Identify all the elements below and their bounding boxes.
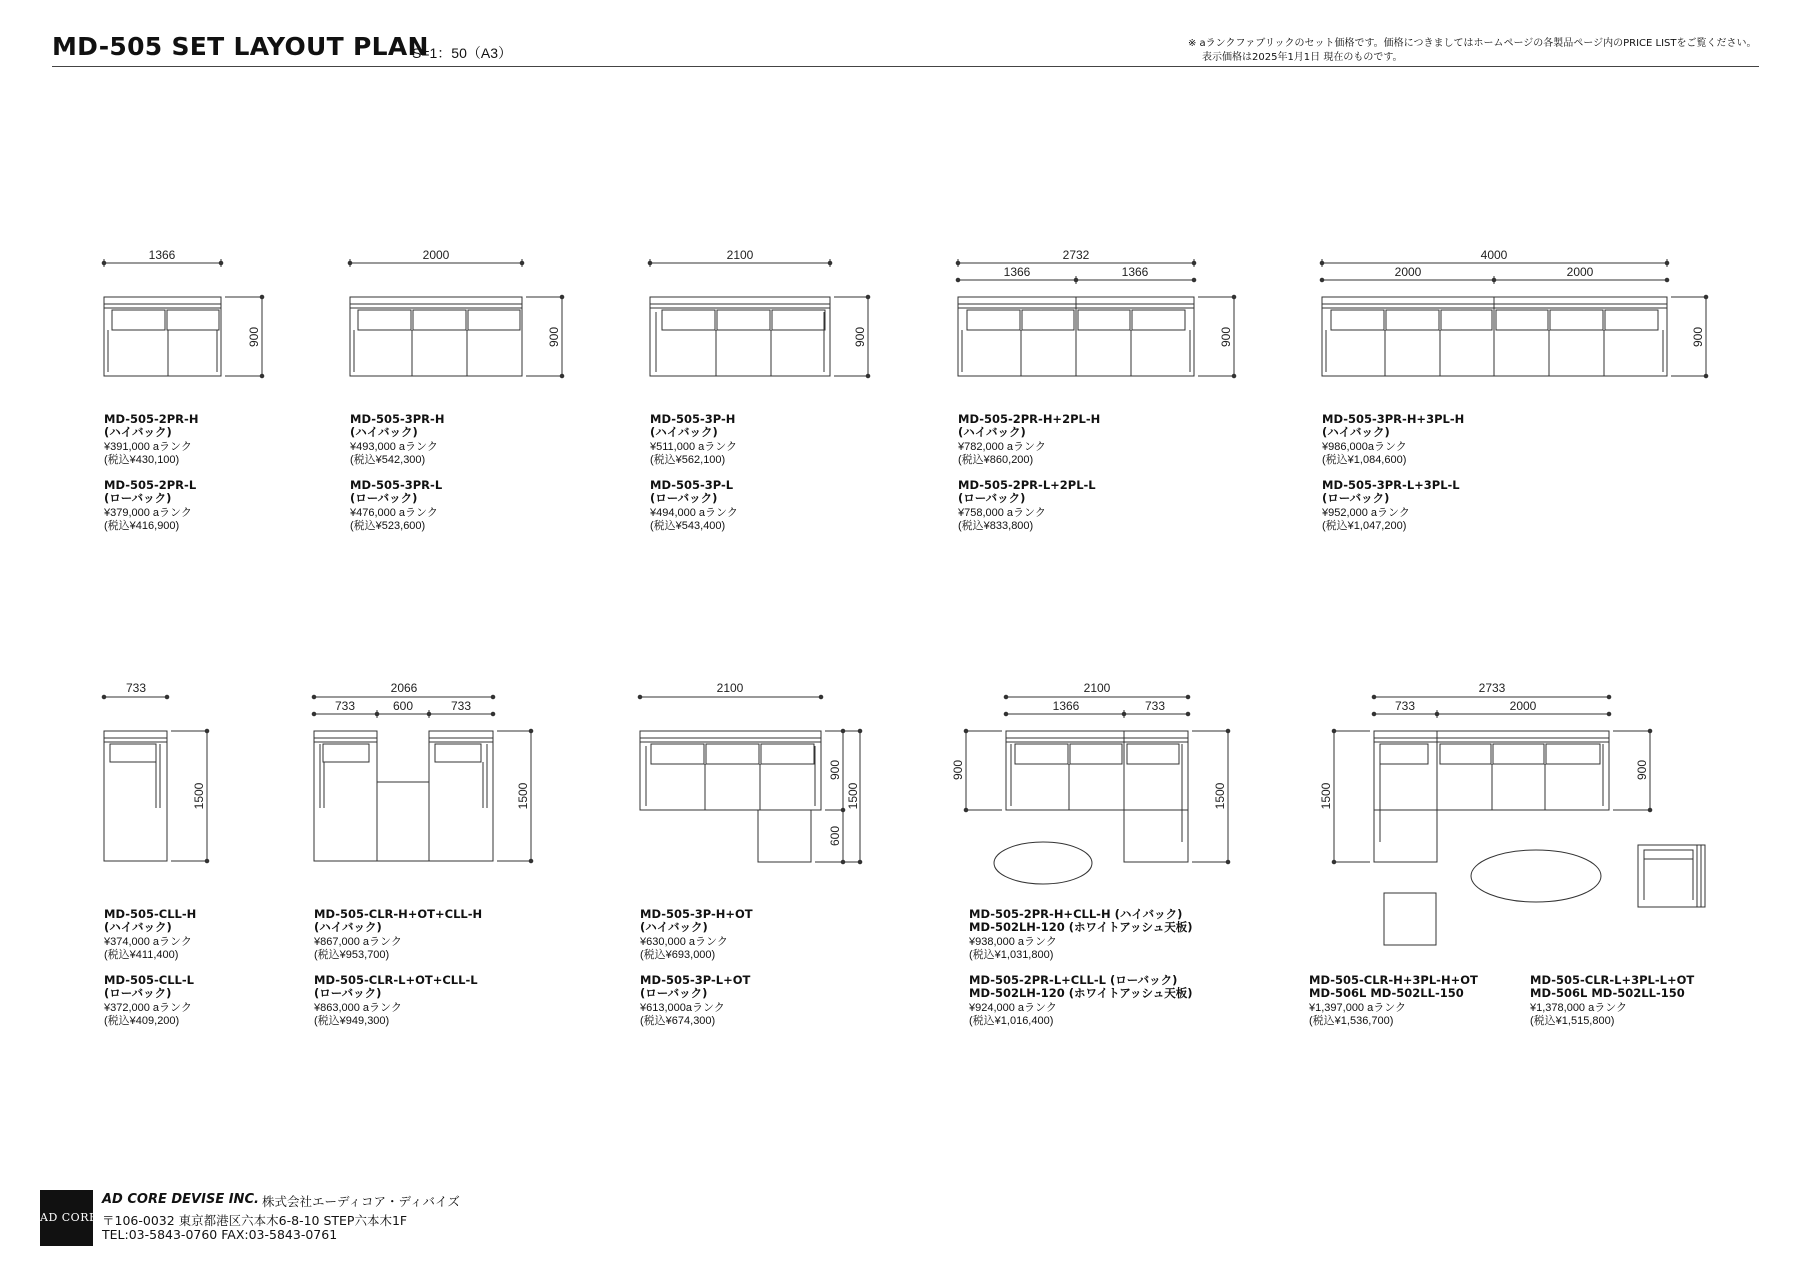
price-with-tax: (税込¥411,400): [104, 949, 179, 961]
price: ¥391,000 aランク: [104, 441, 192, 453]
price: ¥758,000 aランク: [958, 507, 1046, 519]
dim-width: 2100: [1083, 681, 1111, 695]
company-phone: TEL:03-5843-0760 FAX:03-5843-0761: [102, 1227, 338, 1242]
dim-depth: 900: [547, 326, 561, 348]
model-name: MD-505-2PR-H+2PL-H: [958, 412, 1101, 426]
furniture-set: MD-506L MD-502LL-150: [1309, 986, 1464, 1000]
price: ¥938,000 aランク: [969, 936, 1057, 948]
back-type: (ローバック): [650, 491, 718, 505]
sofa-3pr-3pl-plan: [1320, 248, 1708, 378]
model-name: MD-505-3P-H: [650, 412, 736, 426]
model-name: MD-505-3PR-H: [350, 412, 445, 426]
dim-depth: 1500: [1213, 782, 1227, 810]
price-with-tax: (税込¥693,000): [640, 949, 716, 961]
dim-width: 2733: [1478, 681, 1506, 695]
table-name: MD-502LH-120 (ホワイトアッシュ天板): [969, 986, 1193, 1000]
sofa-2pr-cll-plan: [951, 681, 1230, 884]
back-type: (ローバック): [314, 986, 382, 1000]
dim-depth: 900: [853, 326, 867, 348]
price: ¥511,000 aランク: [650, 441, 738, 453]
back-type: (ローバック): [104, 491, 172, 505]
model-name: MD-505-3P-L: [650, 478, 734, 492]
company-name-jp: 株式会社エーディコア・ディバイズ: [262, 1194, 460, 1209]
dim-sub2: 600: [392, 699, 414, 713]
model-name: MD-505-3PR-L+3PL-L: [1322, 478, 1460, 492]
sofa-3p-plan: [648, 248, 870, 378]
model-name: MD-505-2PR-L+2PL-L: [958, 478, 1096, 492]
side-table: [1384, 893, 1436, 945]
logo-text: AD CORE: [40, 1211, 98, 1224]
dim-sub1: 733: [334, 699, 356, 713]
price-with-tax: (税込¥860,200): [958, 454, 1034, 466]
model-name: MD-505-CLR-L+OT+CLL-L: [314, 973, 478, 987]
price-date-note: 表示価格は2025年1月1日 現在のものです。: [1202, 52, 1403, 63]
furniture-set: MD-506L MD-502LL-150: [1530, 986, 1685, 1000]
dim-depth1: 900: [828, 759, 842, 781]
price: ¥630,000 aランク: [640, 936, 728, 948]
price-with-tax: (税込¥1,016,400): [969, 1015, 1054, 1027]
page-title: MD-505 SET LAYOUT PLAN: [52, 32, 429, 61]
price: ¥986,000aランク: [1322, 441, 1407, 453]
back-type: (ハイバック): [650, 425, 718, 439]
dim-depth: 900: [1219, 326, 1233, 348]
price: ¥372,000 aランク: [104, 1002, 192, 1014]
price-with-tax: (税込¥1,084,600): [1322, 454, 1407, 466]
sofa-3pr-plan: [348, 248, 564, 378]
sofa-clr-3pl-ot-plan: [1319, 681, 1705, 945]
dim-sub1: 2000: [1394, 265, 1422, 279]
dim-depth1: 900: [951, 759, 965, 781]
price: ¥493,000 aランク: [350, 441, 438, 453]
scale-label: S=1：50（A3）: [412, 45, 512, 61]
price-with-tax: (税込¥1,047,200): [1322, 520, 1407, 532]
dim-sub1: 1366: [1052, 699, 1080, 713]
back-type: (ハイバック): [958, 425, 1026, 439]
company-address: 〒106-0032 東京都港区六本木6-8-10 STEP六本木1F: [102, 1213, 408, 1228]
price: ¥867,000 aランク: [314, 936, 402, 948]
dim-width: 2100: [716, 681, 744, 695]
model-name: MD-505-2PR-L+CLL-L (ローバック): [969, 973, 1178, 987]
price-with-tax: (税込¥543,400): [650, 520, 726, 532]
dim-width: 2000: [422, 248, 450, 262]
dim-sub2: 733: [1144, 699, 1166, 713]
back-type: (ハイバック): [1322, 425, 1390, 439]
coffee-table-oval: [994, 842, 1092, 884]
price-with-tax: (税込¥562,100): [650, 454, 726, 466]
model-name: MD-505-3PR-H+3PL-H: [1322, 412, 1465, 426]
back-type: (ハイバック): [104, 920, 172, 934]
price-with-tax: (税込¥953,700): [314, 949, 390, 961]
back-type: (ローバック): [104, 986, 172, 1000]
price-with-tax: (税込¥542,300): [350, 454, 426, 466]
dim-width: 2066: [390, 681, 418, 695]
model-name: MD-505-CLR-L+3PL-L+OT: [1530, 973, 1695, 987]
price: ¥1,397,000 aランク: [1309, 1002, 1407, 1014]
dim-depth: 1500: [192, 782, 206, 810]
dim-depth2: 600: [828, 825, 842, 847]
dim-depth: 900: [247, 326, 261, 348]
price: ¥374,000 aランク: [104, 936, 192, 948]
dim-sub2: 2000: [1509, 699, 1537, 713]
lounge-chair: [1638, 845, 1705, 907]
dim-depth1: 900: [1635, 759, 1649, 781]
dim-width: 4000: [1480, 248, 1508, 262]
price: ¥379,000 aランク: [104, 507, 192, 519]
price-with-tax: (税込¥674,300): [640, 1015, 716, 1027]
model-name: MD-505-3P-L+OT: [640, 973, 751, 987]
dim-depth: 900: [1691, 326, 1705, 348]
dim-depth: 1500: [1319, 782, 1333, 810]
model-name: MD-505-CLR-H+3PL-H+OT: [1309, 973, 1478, 987]
price-with-tax: (税込¥1,031,800): [969, 949, 1054, 961]
back-type: (ローバック): [350, 491, 418, 505]
price-note: ※ aランクファブリックのセット価格です。価格につきましてはホームページの各製品ページ内のPRICE LISTをご覧ください。: [1188, 38, 1757, 49]
price: ¥924,000 aランク: [969, 1002, 1057, 1014]
model-name: MD-505-2PR-L: [104, 478, 197, 492]
sofa-clr-ot-cll-plan: [312, 681, 533, 863]
back-type: (ハイバック): [640, 920, 708, 934]
model-name: MD-505-CLR-H+OT+CLL-H: [314, 907, 483, 921]
price-with-tax: (税込¥416,900): [104, 520, 180, 532]
price-with-tax: (税込¥409,200): [104, 1015, 180, 1027]
model-name: MD-505-CLL-L: [104, 973, 194, 987]
dim-sub1: 733: [1394, 699, 1416, 713]
dim-width: 2732: [1062, 248, 1090, 262]
price-with-tax: (税込¥833,800): [958, 520, 1034, 532]
dim-sub2: 1366: [1121, 265, 1149, 279]
dim-depth: 1500: [846, 782, 860, 810]
price: ¥782,000 aランク: [958, 441, 1046, 453]
price: ¥952,000 aランク: [1322, 507, 1410, 519]
back-type: (ローバック): [1322, 491, 1390, 505]
model-name: MD-505-3P-H+OT: [640, 907, 753, 921]
back-type: (ハイバック): [350, 425, 418, 439]
price-with-tax: (税込¥430,100): [104, 454, 180, 466]
price: ¥476,000 aランク: [350, 507, 438, 519]
dim-sub3: 733: [450, 699, 472, 713]
sofa-cll-plan: [102, 681, 209, 863]
dim-width: 2100: [726, 248, 754, 262]
price: ¥494,000 aランク: [650, 507, 738, 519]
table-name: MD-502LH-120 (ホワイトアッシュ天板): [969, 920, 1193, 934]
sofa-2pr-plan: [102, 248, 264, 378]
dim-width: 1366: [148, 248, 176, 262]
dim-width: 733: [125, 681, 147, 695]
sofa-2pr-2pl-plan: [956, 248, 1236, 378]
model-name: MD-505-2PR-H+CLL-H (ハイバック): [969, 907, 1183, 921]
sofa-3p-ot-plan: [638, 681, 862, 864]
back-type: (ハイバック): [314, 920, 382, 934]
dim-sub2: 2000: [1566, 265, 1594, 279]
dim-sub1: 1366: [1003, 265, 1031, 279]
model-name: MD-505-2PR-H: [104, 412, 199, 426]
price-with-tax: (税込¥949,300): [314, 1015, 390, 1027]
price-with-tax: (税込¥1,515,800): [1530, 1015, 1615, 1027]
back-type: (ローバック): [640, 986, 708, 1000]
price: ¥1,378,000 aランク: [1530, 1002, 1628, 1014]
company-name-en: AD CORE DEVISE INC.: [102, 1192, 259, 1207]
model-name: MD-505-3PR-L: [350, 478, 443, 492]
price: ¥613,000aランク: [640, 1002, 725, 1014]
back-type: (ローバック): [958, 491, 1026, 505]
price-with-tax: (税込¥1,536,700): [1309, 1015, 1394, 1027]
price-with-tax: (税込¥523,600): [350, 520, 426, 532]
dim-depth: 1500: [516, 782, 530, 810]
price: ¥863,000 aランク: [314, 1002, 402, 1014]
coffee-table-oval: [1471, 850, 1601, 902]
model-name: MD-505-CLL-H: [104, 907, 197, 921]
back-type: (ハイバック): [104, 425, 172, 439]
